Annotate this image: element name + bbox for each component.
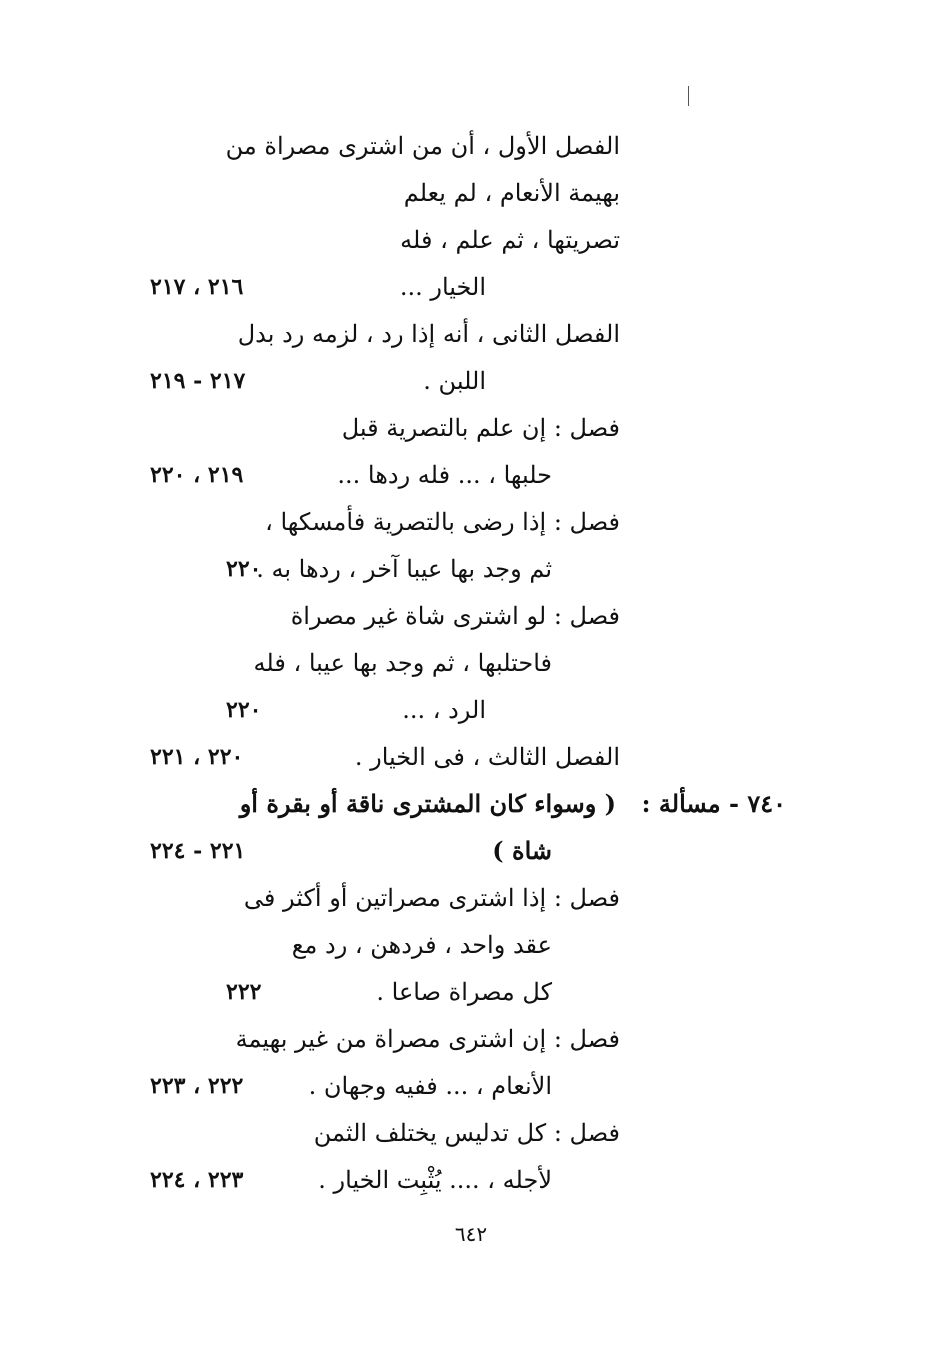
entry-text: عقد واحد ، فردهن ، رد مع — [291, 931, 552, 959]
entry-text: ثم وجد بها عيبا آخر ، ردها به . — [256, 555, 552, 583]
page-ref: ٢١٩ ، ٢٢٠ — [150, 462, 244, 488]
index-line — [0, 1113, 942, 1153]
page-number: ٦٤٢ — [454, 1222, 488, 1246]
entry-text: فصل : إن علم بالتصرية قبل — [341, 414, 620, 442]
entry-text: فصل : إن اشترى مصراة من غير بهيمة — [235, 1025, 620, 1053]
index-line — [0, 690, 942, 730]
index-line — [0, 502, 942, 542]
entry-text: بهيمة الأنعام ، لم يعلم — [403, 179, 620, 207]
margin-mark — [688, 86, 689, 106]
entry-text: فصل : إذا اشترى مصراتين أو أكثر فى — [243, 884, 620, 912]
index-line — [0, 1066, 942, 1106]
index-line — [0, 831, 942, 871]
page-ref: ٢٢٠ — [226, 697, 262, 723]
index-line — [0, 643, 942, 683]
index-line — [0, 361, 942, 401]
entry-text: فاحتلبها ، ثم وجد بها عيبا ، فله — [253, 649, 552, 677]
page-ref: ٢١٦ ، ٢١٧ — [150, 274, 244, 300]
index-line — [0, 1160, 942, 1200]
entry-text: الفصل الثالث ، فى الخيار . — [354, 743, 620, 771]
entry-text: الفصل الثانى ، أنه إذا رد ، لزمه رد بدل — [237, 320, 620, 348]
index-line — [0, 314, 942, 354]
page-ref: ٢٢٠ ، ٢٢١ — [150, 744, 244, 770]
entry-text: الأنعام ، ... ففيه وجهان . — [308, 1072, 552, 1100]
index-line — [0, 1019, 942, 1059]
page-ref: ٢٢٢ ، ٢٢٣ — [150, 1073, 244, 1099]
entry-text: شاة ) — [492, 836, 552, 865]
index-line — [0, 972, 942, 1012]
page-ref: ٢٢٠ — [226, 556, 262, 582]
index-line — [0, 220, 942, 260]
index-line — [0, 925, 942, 965]
index-line — [0, 549, 942, 589]
entry-text: فصل : كل تدليس يختلف الثمن — [313, 1119, 620, 1147]
entry-text: تصريتها ، ثم علم ، فله — [400, 226, 620, 254]
entry-text: ( وسواء كان المشترى ناقة أو بقرة أو — [239, 789, 616, 818]
page-ref: ٢٢٢ — [226, 979, 262, 1005]
entry-text: فصل : إذا رضى بالتصرية فأمسكها ، — [265, 508, 620, 536]
entry-text: الفصل الأول ، أن من اشترى مصراة من — [225, 132, 620, 160]
index-line — [0, 596, 942, 636]
entry-text: فصل : لو اشترى شاة غير مصراة — [290, 602, 620, 630]
masala-number: ٧٤٠ - مسألة : — [641, 789, 786, 818]
page-ref: ٢٢٣ ، ٢٢٤ — [150, 1167, 244, 1193]
index-line — [0, 126, 942, 166]
entry-text: كل مصراة صاعا . — [376, 978, 552, 1006]
entry-text: الخيار ... — [399, 273, 486, 301]
page-ref: ٢٢١ - ٢٢٤ — [150, 838, 246, 864]
page-ref: ٢١٧ - ٢١٩ — [150, 368, 246, 394]
entry-text: حلبها ، ... فله ردها ... — [337, 461, 552, 489]
index-line — [0, 267, 942, 307]
index-line — [0, 455, 942, 495]
entry-text: الرد ، ... — [402, 696, 486, 724]
index-line — [0, 784, 942, 824]
index-line — [0, 737, 942, 777]
index-line — [0, 173, 942, 213]
entry-text: اللبن . — [423, 367, 486, 395]
entry-text: لأجله ، .... يُثْبِت الخيار . — [318, 1166, 552, 1194]
index-line — [0, 408, 942, 448]
index-line — [0, 878, 942, 918]
